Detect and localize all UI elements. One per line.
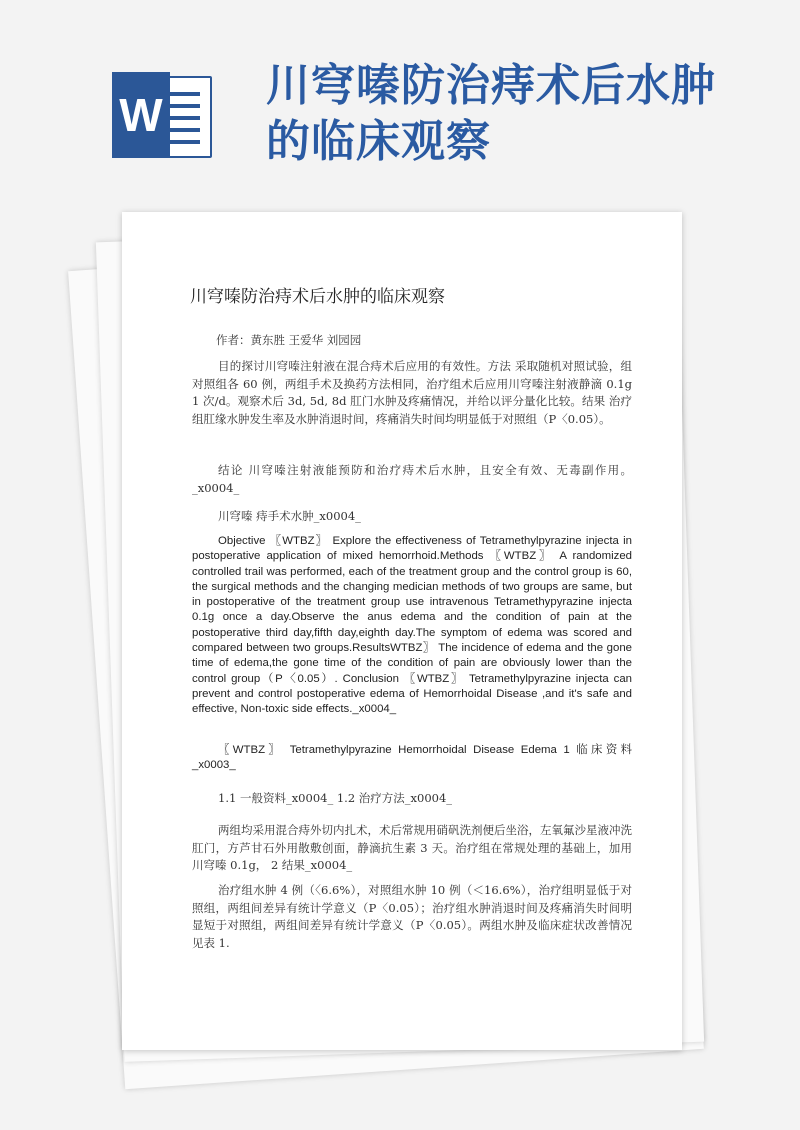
banner-title: 川穹嗪防治痔术后水肿的临床观察: [266, 60, 716, 167]
results-paragraph: 治疗组水肿 4 例（〈6.6%），对照组水肿 10 例（＜16.6%），治疗组明显低于对照组，两组间差异有统计学意义（P〈0.05）；治疗组水肿消退时间及疼痛消失时间明显短于对照组，两组间差异有统计学意义（P〈0.05）。两组水肿及临床症状改善情况见表 1.: [192, 883, 632, 950]
word-logo-letter: W: [112, 72, 170, 158]
section-headings: 1.1 一般资料_x0004_ 1.2 治疗方法_x0004_: [218, 791, 453, 805]
document-page: [122, 212, 682, 1050]
abstract-en: Objective 〖WTBZ〗 Explore the effectiveness of Tetramethylpyrazine injecta in postoperative application of mixed hemorrhoid.Methods 〖WTBZ〗 A randomized controlled trail was performed, each of the treatment group and the control group is 60, the surgical methods and the changing medician methods of two groups are same, but in postoperative of the treatment group use intravenous Tetramethypyrazine injecta 0.1g once a day.Observe the anus edema and the condition of pain at the postoperative third day,fifth day,eighth day.The symptom of edema was scored and compared between two groups.ResultsWTBZ〗 The incidence of edema and the gone time of edema,the gone time of the condition of pain are obviously lower than the control group（P〈0.05）. Conclusion 〖WTBZ〗 Tetramethylpyrazine injecta can prevent and control postoperative edema of Hemorrhoidal Disease ,and it's safe and effective, Non-toxic side effects._x0004_: [192, 535, 632, 716]
methods-paragraph: 两组均采用混合痔外切内扎术，术后常规用硝矾洗剂便后坐浴，左氧氟沙星液冲洗肛门，方芦甘石外用散敷创面，静滴抗生素 3 天。治疗组在常规处理的基础上，加用川穹嗪 0.1g， 2 结果_x0004_: [192, 823, 632, 873]
abstract-cn: 目的探讨川穹嗪注射液在混合痔术后应用的有效性。方法 采取随机对照试验，组对照组各 60 例，两组手术及换药方法相同，治疗组术后应用川穹嗪注射液静滴 0.1g 1 次/d。观察术后 3d, 5d, 8d 肛门水肿及疼痛情况，并给以评分量化比较。结果 治疗组肛缘水肿发生率及水肿消退时间，疼痛消失时间均明显低于对照组（P〈0.05）。: [192, 359, 632, 426]
banner: [0, 0, 800, 190]
keywords-en: 〖WTBZ〗 Tetramethylpyrazine Hemorrhoidal Disease Edema 1 临床资料_x0003_: [192, 744, 632, 772]
document-authors: 作者：黄东胜 王爱华 刘园园: [216, 333, 362, 347]
conclusion-cn: 结论 川穹嗪注射液能预防和治疗痔术后水肿，且安全有效、无毒副作用。_x0004_: [192, 463, 632, 495]
document-title: 川穹嗪防治痔术后水肿的临床观察: [190, 287, 445, 307]
keywords-cn: 川穹嗪 痔手术水肿_x0004_: [218, 509, 361, 523]
word-document-icon: [112, 72, 214, 158]
